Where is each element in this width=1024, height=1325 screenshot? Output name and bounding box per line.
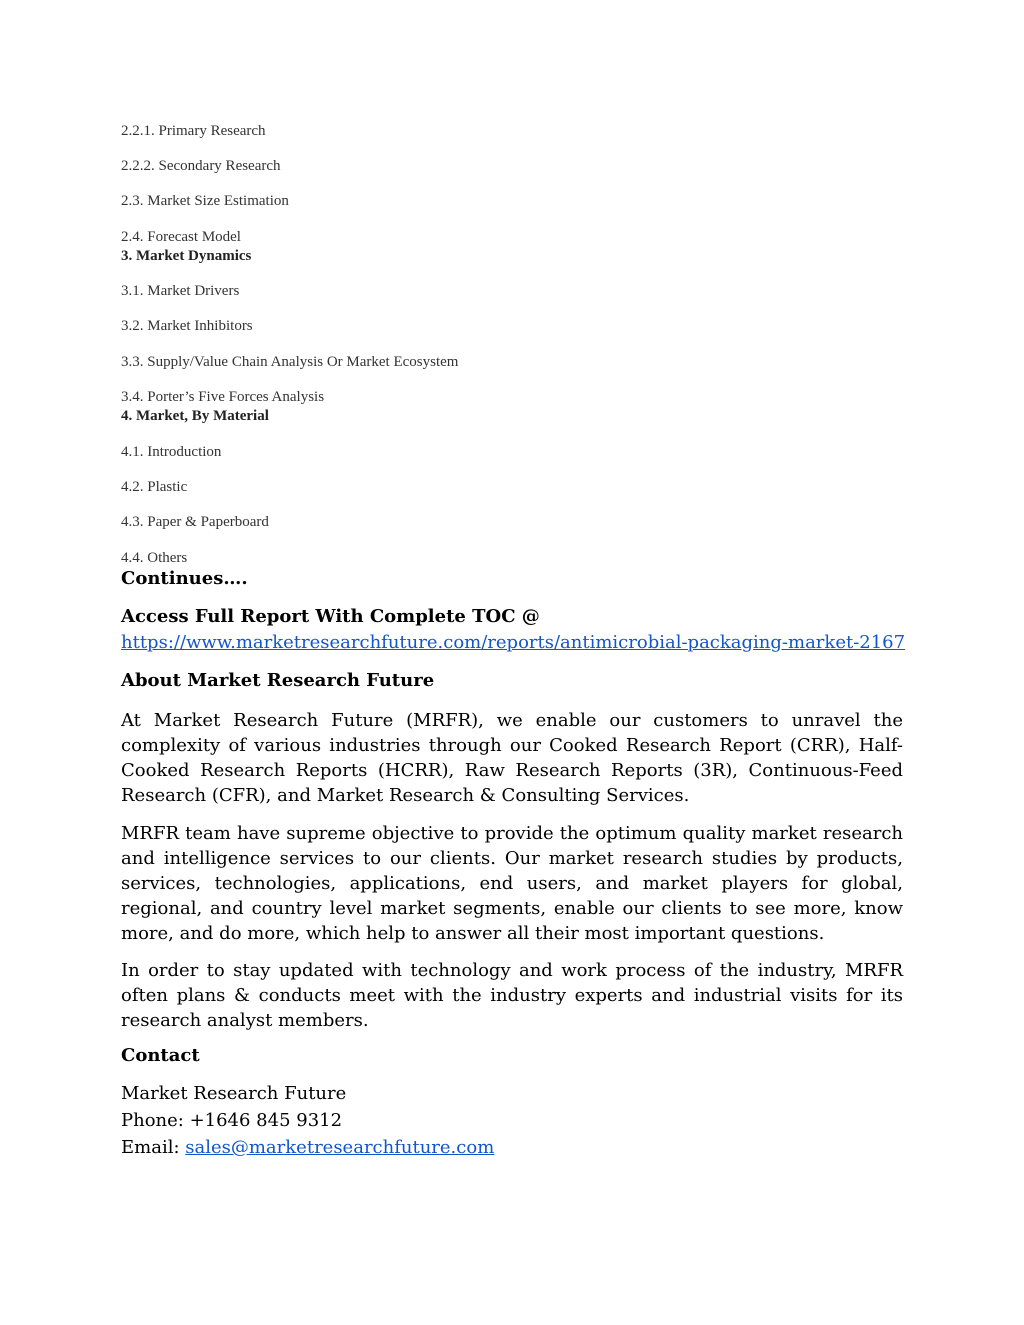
about-paragraph: At Market Research Future (MRFR), we enable our customers to unravel the complexity of various industries through our Cooked Research Report (CRR), Half-Cooked Research Reports (HCRR), Raw Research Reports (3R), Continuous-Feed Research (CFR), and Market Research & Consulting Services. (121, 710, 903, 806)
toc-item: 4.2. Plastic (121, 479, 188, 495)
toc-item: 2.3. Market Size Estimation (121, 193, 289, 209)
contact-email-link[interactable]: sales@marketresearchfuture.com (185, 1137, 495, 1158)
toc-item: 2.2.1. Primary Research (121, 123, 266, 139)
contact-email-row (121, 1137, 494, 1159)
toc-item: 3.3. Supply/Value Chain Analysis Or Market Ecosystem (121, 354, 459, 370)
contact-heading: Contact (121, 1045, 200, 1066)
access-heading: Access Full Report With Complete TOC @ (121, 606, 540, 627)
report-link[interactable]: https://www.marketresearchfuture.com/reports/antimicrobial-packaging-market-2167 (121, 632, 906, 653)
toc-item: 3.1. Market Drivers (121, 283, 240, 299)
about-paragraph: MRFR team have supreme objective to provide the optimum quality market research and intelligence services to our clients. Our market research studies by products, services, technologies, applications, end users, and market players for global, regional, and country level market segments, enable our clients to see more, know more, and do more, which help to answer all their most important questions. (121, 823, 903, 944)
toc-item: 4.3. Paper & Paperboard (121, 514, 269, 530)
toc-item: 4.4. Others (121, 550, 188, 566)
toc-item: 3.2. Market Inhibitors (121, 318, 253, 334)
contact-phone: Phone: +1646 845 9312 (121, 1110, 343, 1131)
about-heading: About Market Research Future (121, 670, 435, 691)
toc-section-heading: 3. Market Dynamics (121, 248, 252, 264)
toc-item: 3.4. Porter’s Five Forces Analysis (121, 389, 325, 405)
toc-section-heading: 4. Market, By Material (121, 408, 269, 424)
continues-label: Continues…. (121, 568, 248, 589)
toc-item: 4.1. Introduction (121, 444, 222, 460)
contact-company: Market Research Future (121, 1083, 347, 1104)
toc-item: 2.4. Forecast Model (121, 229, 241, 245)
toc-item: 2.2.2. Secondary Research (121, 158, 281, 174)
contact-email-label: Email: (121, 1137, 186, 1158)
about-paragraph: In order to stay updated with technology and work process of the industry, MRFR often plans & conducts meet with the industry experts and industrial visits for its research analyst members. (121, 960, 903, 1031)
